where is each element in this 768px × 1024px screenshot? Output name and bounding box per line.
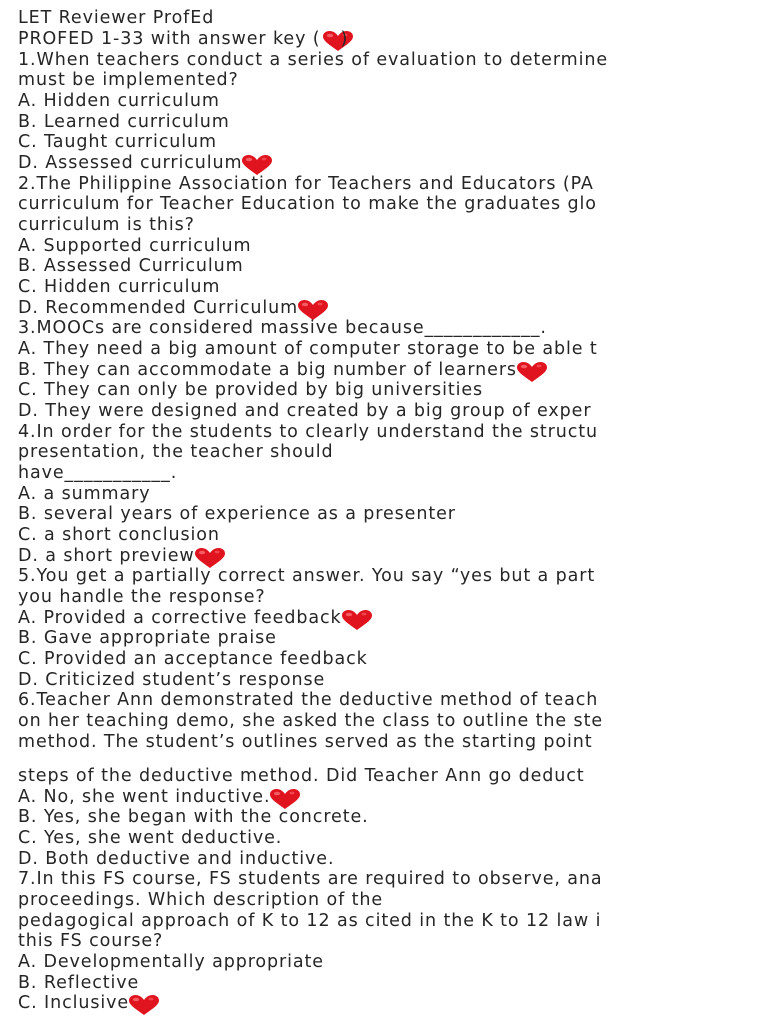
text-line xyxy=(18,931,163,952)
line-text: 3.MOOCs are considered massive because____________. xyxy=(18,318,547,338)
line-text: have___________. xyxy=(18,463,178,483)
text-line xyxy=(18,566,595,587)
line-text: B. Yes, she began with the concrete. xyxy=(18,807,369,827)
line-text: C. a short conclusion xyxy=(18,525,220,545)
line-text: A. Supported curriculum xyxy=(18,236,252,256)
text-line xyxy=(18,670,325,691)
text-line xyxy=(18,828,282,849)
line-text: method. The student’s outlines served as the starting point xyxy=(18,732,593,752)
heart-icon xyxy=(321,30,355,52)
text-line xyxy=(18,8,214,29)
line-text: A. Provided a corrective feedback xyxy=(18,608,342,628)
text-line xyxy=(18,236,251,257)
line-text: B. several years of experience as a presenter xyxy=(18,504,456,524)
line-text: D. Both deductive and inductive. xyxy=(18,849,335,869)
text-line xyxy=(18,993,161,1016)
line-text: 1.When teachers conduct a series of evaluation to determine xyxy=(18,50,608,70)
line-text: C. Provided an acceptance feedback xyxy=(18,649,368,669)
line-text: B. Reflective xyxy=(18,973,140,993)
line-text: you handle the response? xyxy=(18,587,266,607)
answer-heart-icon xyxy=(127,994,161,1016)
text-line xyxy=(18,649,368,670)
line-text: D. a short preview xyxy=(18,546,195,566)
text-line xyxy=(18,339,598,360)
text-line xyxy=(18,29,348,52)
text-line xyxy=(18,422,598,443)
text-line xyxy=(18,174,594,195)
answer-heart-icon xyxy=(515,361,549,383)
text-line xyxy=(18,732,593,753)
line-text: 7.In this FS course, FS students are required to observe, ana xyxy=(18,869,603,889)
line-text: A. Hidden curriculum xyxy=(18,91,220,111)
text-line xyxy=(18,628,277,649)
text-line xyxy=(18,849,334,870)
text-line xyxy=(18,380,483,401)
line-text: C. Inclusive xyxy=(18,993,130,1013)
line-suffix: ) xyxy=(340,29,349,49)
text-line xyxy=(18,711,603,732)
line-text: C. Yes, she went deductive. xyxy=(18,828,283,848)
line-text: D. Recommended Curriculum xyxy=(18,298,299,318)
text-line xyxy=(18,890,383,911)
text-line xyxy=(18,807,369,828)
text-line xyxy=(18,194,597,215)
line-text: 2.The Philippine Association for Teachers and Educators (PA xyxy=(18,174,594,194)
line-text: steps of the deductive method. Did Teacher Ann go deduct xyxy=(18,766,585,786)
line-text: must be implemented? xyxy=(18,70,239,90)
text-line xyxy=(18,153,274,176)
text-line xyxy=(18,504,456,525)
text-line xyxy=(18,256,244,277)
line-text: curriculum is this? xyxy=(18,215,195,235)
line-text: LET Reviewer ProfEd xyxy=(18,8,215,28)
text-line xyxy=(18,869,603,890)
line-text: C. Taught curriculum xyxy=(18,132,217,152)
text-line xyxy=(18,215,195,236)
text-line xyxy=(18,690,598,711)
line-text: D. Criticized student’s response xyxy=(18,670,326,690)
line-text: 4.In order for the students to clearly understand the structu xyxy=(18,422,599,442)
line-text: B. They can accommodate a big number of learners xyxy=(18,360,517,380)
text-line xyxy=(18,484,150,505)
line-text: C. They can only be provided by big universities xyxy=(18,380,484,400)
line-text: C. Hidden curriculum xyxy=(18,277,221,297)
text-line xyxy=(18,463,177,484)
line-text: A. No, she went inductive. xyxy=(18,787,271,807)
text-line xyxy=(18,91,220,112)
line-text: A. Developmentally appropriate xyxy=(18,952,324,972)
answer-heart-icon xyxy=(340,609,374,631)
text-line xyxy=(18,911,601,932)
text-line xyxy=(18,973,139,994)
text-line xyxy=(18,50,608,71)
text-line xyxy=(18,70,239,91)
line-text: 5.You get a partially correct answer. You say “yes but a part xyxy=(18,566,596,586)
text-line xyxy=(18,318,547,339)
text-line xyxy=(18,112,230,133)
line-text: pedagogical approach of K to 12 as cited in the K to 12 law i xyxy=(18,911,602,931)
text-line xyxy=(18,952,324,973)
line-text: 6.Teacher Ann demonstrated the deductive method of teach xyxy=(18,690,599,710)
line-text: on her teaching demo, she asked the class to outline the ste xyxy=(18,711,603,731)
line-text: B. Gave appropriate praise xyxy=(18,628,277,648)
text-line xyxy=(18,401,591,422)
text-line xyxy=(18,766,585,787)
line-text: presentation, the teacher should xyxy=(18,442,334,462)
line-text: A. They need a big amount of computer storage to be able t xyxy=(18,339,598,359)
line-text: curriculum for Teacher Education to make the graduates glo xyxy=(18,194,597,214)
answer-heart-icon xyxy=(240,154,274,176)
line-text: B. Learned curriculum xyxy=(18,112,230,132)
text-line xyxy=(18,132,217,153)
line-text: this FS course? xyxy=(18,931,164,951)
text-line xyxy=(18,277,220,298)
text-line xyxy=(18,442,334,463)
line-text: B. Assessed Curriculum xyxy=(18,256,244,276)
line-text: PROFED 1-33 with answer key ( xyxy=(18,29,321,49)
line-text: D. Assessed curriculum xyxy=(18,153,243,173)
line-text: A. a summary xyxy=(18,484,151,504)
line-text: proceedings. Which description of the xyxy=(18,890,384,910)
line-text: D. They were designed and created by a big group of exper xyxy=(18,401,592,421)
text-line xyxy=(18,587,266,608)
text-line xyxy=(18,525,220,546)
